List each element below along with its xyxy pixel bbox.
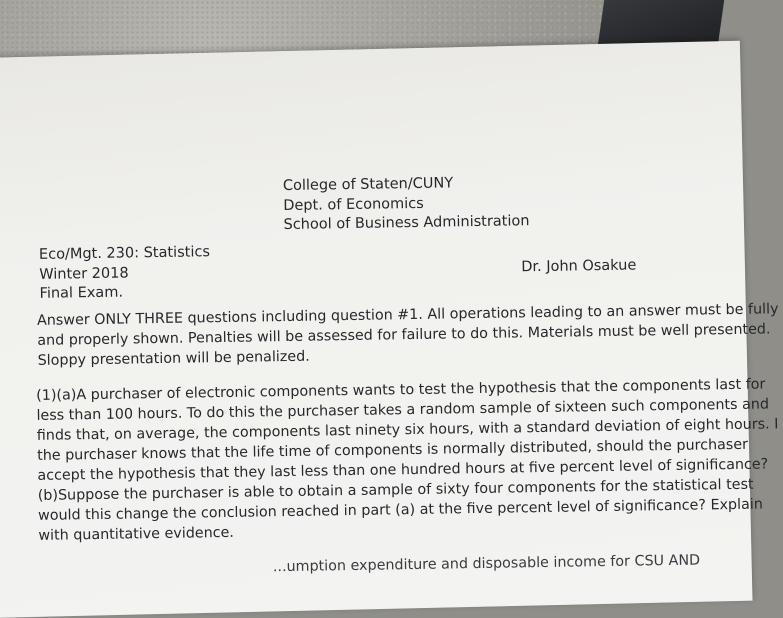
course-term: Winter 2018 [39,265,129,283]
instructions-line: Sloppy presentation will be penalized. [37,348,310,369]
question-line: would this change the conclusion reached in part (a) at the five percent level of significance? Explain [37,496,763,524]
course-code: Eco/Mgt. 230: Statistics [38,244,211,263]
department-name: Dept. of Economics [283,195,424,215]
instructor-name: Dr. John Osakue [521,257,637,276]
exam-title: Final Exam. [39,284,124,302]
instructions-line: Answer ONLY THREE questions including question #1. All operations leading to an answer must be fully [36,301,779,329]
question-line: the purchaser knows that the life time of components is normally distributed, should the purchaser [37,436,749,464]
cutoff-text-line: ...umption expenditure and disposable income for CSU AND [272,552,701,576]
question-line: accept the hypothesis that they last less than one hundred hours at five percent level of significance? [37,456,769,484]
question-line: (b)Suppose the purchaser is able to obtain a sample of sixty four components for the statistical test [37,476,754,504]
school-name: School of Business Administration [283,213,530,234]
instructions-line: and properly shown. Penalties will be assessed for failure to do this. Materials must be well presented. [37,321,771,349]
question-line: less than 100 hours. To do this the purchaser takes a random sample of sixteen such components and [36,396,770,424]
institution-name: College of Staten/CUNY [282,175,454,195]
question-line: with quantitative evidence. [38,524,235,544]
question-line: finds that, on average, the components last ninety six hours, with a standard deviation of eight hours. I [36,416,779,444]
question-line: (1)(a)A purchaser of electronic components wants to test the hypothesis that the components last for [36,376,766,404]
